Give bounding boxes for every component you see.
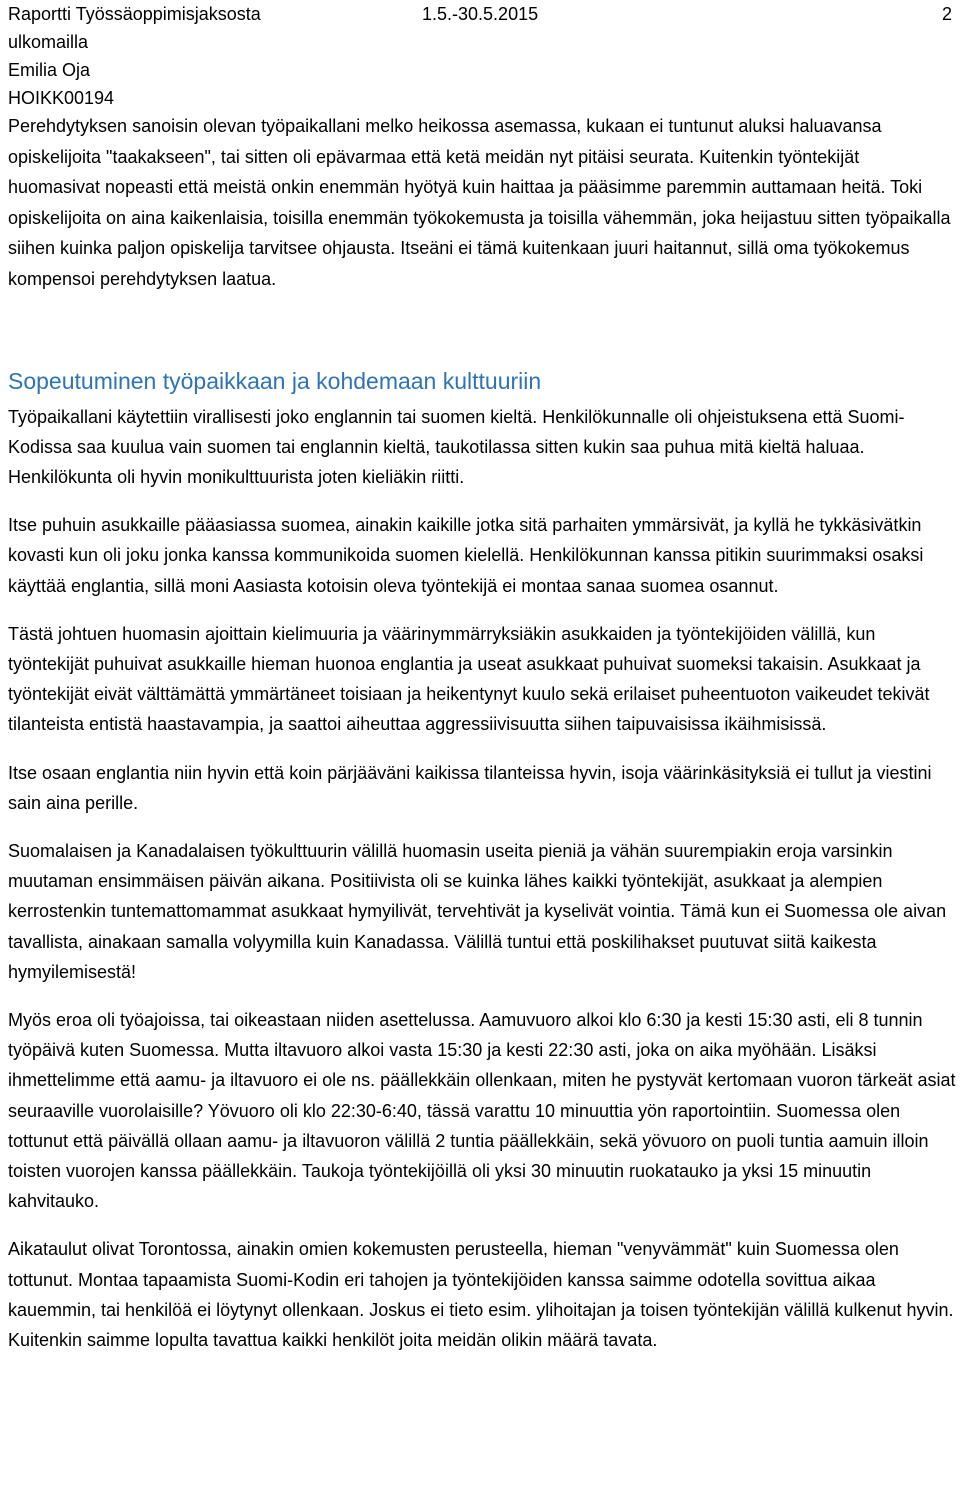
paragraph-work-culture: Suomalaisen ja Kanadalaisen työkulttuurin välillä huomasin useita pieniä ja vähän suurempiakin eroja varsinkin muutaman ensimmäisen päivän aikana. Positiivista oli se kuinka lähes kaikki työntekijät, asukkaat ja alempien kerrostenkin tuntemattomammat asukkaat hymyilivät, tervehtivät ja kyselivät vointia. Tämä kun ei Suomessa ole aivan tavallista, ainakaan samalla volyymilla kuin Kanadassa. Välillä tuntui että poskilihakset puutuvat siitä kaikesta hymyilemisestä! bbox=[8, 841, 947, 982]
paragraph-english-skills: Itse osaan englantia niin hyvin että koin pärjääväni kaikissa tilanteissa hyvin, isoja väärinkäsityksiä ei tullut ja viestini sain aina perille. bbox=[8, 762, 932, 813]
document-body bbox=[8, 111, 956, 1355]
meta-line-destination: ulkomailla bbox=[8, 32, 89, 52]
page-number: 2 bbox=[941, 4, 952, 24]
paragraph-schedules: Aikataulut olivat Torontossa, ainakin omien kokemusten perusteella, hieman "venyvämmät" kuin Suomessa olen tottunut. Montaa tapaamista Suomi-Kodin eri tahojen ja työntekijöiden kanssa saimme odotella sovittua aikaa kauemmin, tai henkilöä ei löytynyt ollenkaan. Joskus ei tieto esim. ylihoitajan ja toisen työntekijän välillä kulkenut hyvin. Kuitenkin saimme lopulta tavattua kaikki henkilöt joita meidän olikin määrä tavata. bbox=[8, 1239, 954, 1351]
meta-line-author: Emilia Oja bbox=[8, 60, 91, 80]
header-dates: 1.5.-30.5.2015 bbox=[422, 4, 539, 24]
page-header bbox=[8, 2, 952, 26]
paragraph-orientation: Perehdytyksen sanoisin olevan työpaikallani melko heikossa asemassa, kukaan ei tuntunut aluksi haluavansa opiskelijoita "taakakseen", tai sitten oli epävarmaa että ketä meidän nyt pitäisi seurata. Kuitenkin työntekijät huomasivat nopeasti että meistä onkin enemmän hyötyä kuin haittaa ja pääsimme paremmin auttamaan heitä. Toki opiskelijoita on aina kaikenlaisia, toisilla enemmän työkokemusta ja toisilla vähemmän, joka heijastuu sitten työpaikalla siihen kuinka paljon opiskelija tarvitsee ohjausta. Itseäni ei tämä kuitenkaan juuri haitannut, sillä oma työkokemus kompensoi perehdytyksen laatua. bbox=[8, 116, 951, 289]
meta-line-student-id: HOIKK00194 bbox=[8, 88, 115, 108]
paragraph-speaking: Itse puhuin asukkaille pääasiassa suomea, ainakin kaikille jotka sitä parhaiten ymmärsivät, ja kyllä he tykkäsivätkin kovasti kun oli joku jonka kanssa kommunikoida suomen kielellä. Henkilökunnan kanssa pitikin suurimmaksi osaksi käyttää englantia, sillä moni Aasiasta kotoisin oleva työntekijä ei montaa sanaa suomea osannut. bbox=[8, 515, 924, 596]
section-heading: Sopeutuminen työpaikkaan ja kohdemaan kulttuuriin bbox=[8, 367, 542, 394]
paragraph-language-barrier: Tästä johtuen huomasin ajoittain kielimuuria ja väärinymmärryksiäkin asukkaiden ja työntekijöiden välillä, kun työntekijät puhuivat asukkaille hieman huonoa englantia ja useat asukkaat puhuivat suomeksi takaisin. Asukkaat ja työntekijät eivät välttämättä ymmärtäneet toisiaan ja heikentynyt kuulo sekä erilaiset puheentuoton vaikeudet tekivät tilanteista entistä haastavampia, ja saattoi aiheuttaa aggressiivisuutta siihen taipuvaisissa ikäihmisissä. bbox=[8, 623, 930, 735]
header-title: Raportti Työssäoppimisjaksosta bbox=[8, 4, 261, 24]
header-meta bbox=[8, 28, 114, 112]
paragraph-shifts: Myös eroa oli työajoissa, tai oikeastaan niiden asettelussa. Aamuvuoro alkoi klo 6:30 ja kesti 15:30 asti, eli 8 tunnin työpäivä kuten Suomessa. Mutta iltavuoro alkoi vasta 15:30 ja kesti 22:30 asti, joka on aika myöhään. Lisäksi ihmettelimme että aamu- ja iltavuoro ei ole ns. päällekkäin ollenkaan, miten he pystyvät kertomaan vuoron tärkeät asiat seuraaville vuorolaisille? Yövuoro oli klo 22:30-6:40, tässä varattu 10 minuuttia yön raportointiin. Suomessa olen tottunut että päivällä ollaan aamu- ja iltavuoron välillä 2 tuntia päällekkäin, sekä yövuoro on puoli tuntia aamuin illoin toisten vuorojen kanssa päällekkäin. Taukoja työntekijöillä oli yksi 30 minuutin ruokatauko ja yksi 15 minuutin kahvitauko. bbox=[8, 1010, 956, 1212]
paragraph-languages: Työpaikallani käytettiin virallisesti joko englannin tai suomen kieltä. Henkilökunnalle oli ohjeistuksena että Suomi-Kodissa saa kuulua vain suomen tai englannin kieltä, taukotilassa sitten kukin saa puhua mitä kieltä haluaa. Henkilökunta oli hyvin monikulttuurista joten kieliäkin riitti. bbox=[8, 406, 905, 487]
